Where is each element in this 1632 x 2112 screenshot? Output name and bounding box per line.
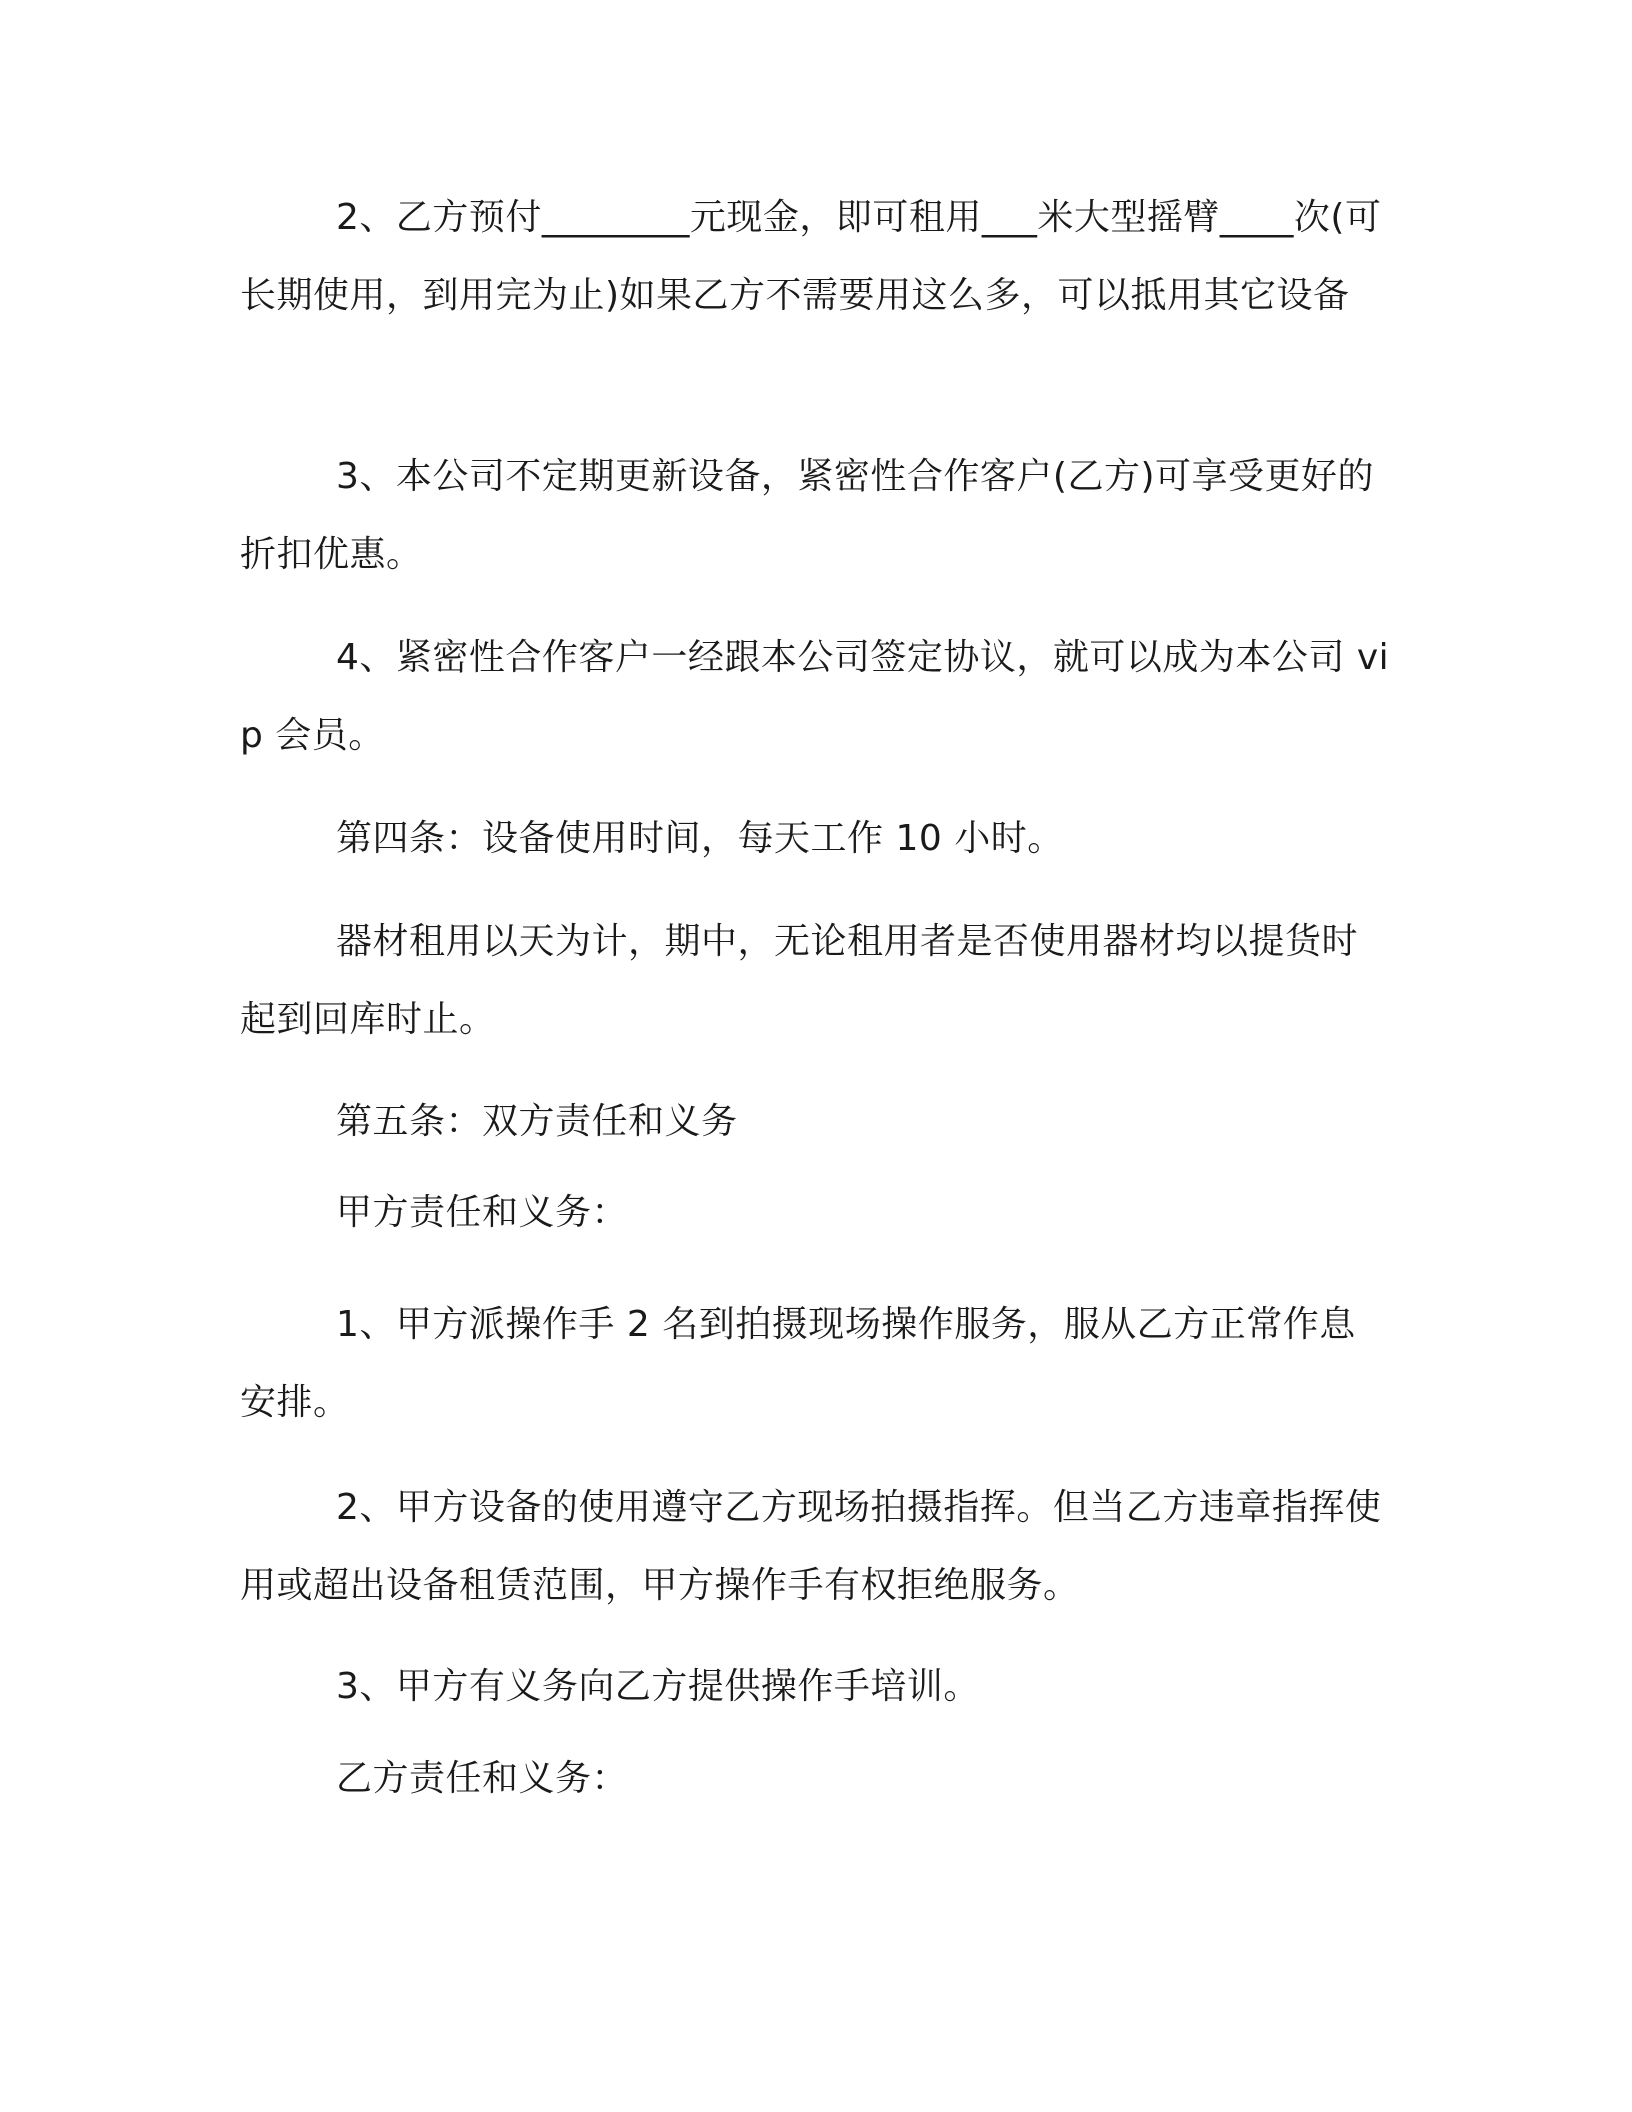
paragraph-article-5: 第五条：双方责任和义务: [336, 1101, 738, 1142]
paragraph-party-a-duty-1: 1、甲方派操作手 2 名到拍摄现场操作服务，服从乙方正常作息安排。: [240, 1304, 1356, 1423]
paragraph-party-a-heading: 甲方责任和义务：: [336, 1192, 629, 1233]
paragraph-party-a-duty-3: 3、甲方有义务向乙方提供操作手培训。: [336, 1666, 980, 1707]
paragraph-vip-member: 4、紧密性合作客户一经跟本公司签定协议，就可以成为本公司 vip 会员。: [240, 637, 1390, 756]
paragraph-rental-period: 器材租用以天为计，期中，无论租用者是否使用器材均以提货时起到回库时止。: [240, 921, 1359, 1040]
paragraph-prepay-terms: 2、乙方预付________元现金，即可租用___米大型摇臂____次(可长期使用，到用完为止)如果乙方不需要用这么多，可以抵用其它设备: [240, 197, 1382, 316]
paragraph-equipment-update: 3、本公司不定期更新设备，紧密性合作客户(乙方)可享受更好的折扣优惠。: [240, 456, 1374, 575]
paragraph-party-a-duty-2: 2、甲方设备的使用遵守乙方现场拍摄指挥。但当乙方违章指挥使用或超出设备租赁范围，甲方操作手有权拒绝服务。: [240, 1487, 1382, 1606]
paragraph-article-4: 第四条：设备使用时间，每天工作 10 小时。: [336, 818, 1064, 859]
paragraph-party-b-heading: 乙方责任和义务：: [336, 1758, 629, 1799]
